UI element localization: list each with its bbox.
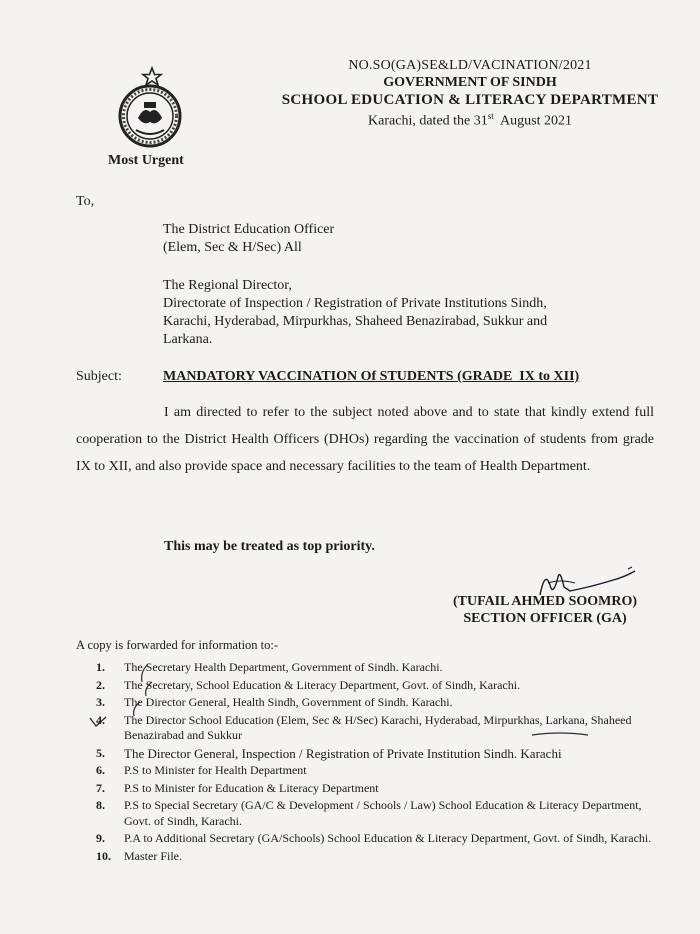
department-name: SCHOOL EDUCATION & LITERACY DEPARTMENT [281,92,659,108]
list-item [96,831,656,847]
urgency-label: Most Urgent [108,153,184,168]
date-prefix: Karachi, dated the 31 [368,113,488,129]
list-item-number: 6. [96,763,105,777]
date-rest: August 2021 [493,113,572,129]
list-item [96,781,656,797]
list-item [96,713,656,744]
list-item-text: The Director General, Health Sindh, Government of Sindh. Karachi. [124,695,453,709]
list-item-number: 4. [96,712,105,727]
date-suffix: st [487,111,494,121]
list-item-text: The Secretary Health Department, Government of Sindh. Karachi. [124,660,443,674]
list-item-number: 3. [96,695,105,709]
reference-number: NO.SO(GA)SE&LD/VACINATION/2021 [348,58,592,73]
list-item [96,798,656,829]
subject-text: MANDATORY VACCINATION Of STUDENTS (GRADE IX to XII) [163,369,580,384]
list-item-text: The Director General, Inspection / Registration of Private Institution Sindh. Karachi [124,745,562,761]
list-item-text: P.S to Special Secretary (GA/C & Development / Schools / Law) School Education & Literacy Department, Govt. of Sindh, Karachi. [124,798,642,828]
list-item-number: 8. [96,798,105,812]
addressee-line: Directorate of Inspection / Registration of Private Institutions Sindh, [163,296,547,311]
list-item-number: 5. [96,745,105,760]
list-item-text: P.S to Minister for Education & Literacy Department [124,780,379,795]
signatory-block [440,593,650,627]
addressee-line: Karachi, Hyderabad, Mirpurkhas, Shaheed Benazirabad, Sukkur and [163,314,548,329]
addressee-block [163,277,633,349]
priority-note: This may be treated as top priority. [164,539,375,554]
list-item-text: P.A to Additional Secretary (GA/Schools) School Education & Literacy Department, Govt. of Sindh, Karachi. [124,831,652,845]
list-item [96,660,656,676]
signatory-name: (TUFAIL AHMED SOOMRO) [452,594,638,609]
list-item-number: 7. [96,780,105,795]
list-item [96,763,656,779]
copy-forward-intro: A copy is forwarded for information to:- [76,638,279,652]
list-item-text: Master File. [124,848,182,863]
addressee-line: The Regional Director, [163,278,292,293]
list-item-text: The Secretary, School Education & Literacy Department, Govt. of Sindh, Karachi. [124,677,521,692]
government-name: GOVERNMENT OF SINDH [383,75,557,90]
list-item [96,695,656,711]
list-item-text: P.S to Minister for Health Department [124,763,307,777]
addressee-line: The District Education Officer [163,222,335,237]
subject-label: Subject: [76,369,122,384]
list-item [96,678,656,694]
list-item-text: The Director School Education (Elem, Sec & H/Sec) Karachi, Hyderabad, Mirpurkhas, Larkana, Shaheed Benazirabad and Sukkur [124,712,632,742]
list-item-number: 1. [96,660,105,674]
addressee-block [163,221,633,257]
list-item [96,746,656,762]
to-label: To, [76,194,95,209]
letter-header [260,58,680,130]
body-paragraph: I am directed to refer to the subject noted above and to state that kindly extend full cooperation to the District Health Officers (DHOs) regarding the vaccination of students from grade IX to XII, and also provide space and necessary facilities to the team of Health Department. [76,405,654,474]
addressee-line: Larkana. [163,332,213,347]
addressee-line: (Elem, Sec & H/Sec) All [163,240,302,255]
copy-list [96,660,656,866]
list-item-number: 10. [96,848,111,863]
list-item [96,849,656,865]
signatory-designation: SECTION OFFICER (GA) [463,611,627,626]
letter-date [260,111,680,130]
list-item-number: 2. [96,677,105,692]
list-item-number: 9. [96,831,105,845]
sindh-government-seal-icon [108,66,192,150]
